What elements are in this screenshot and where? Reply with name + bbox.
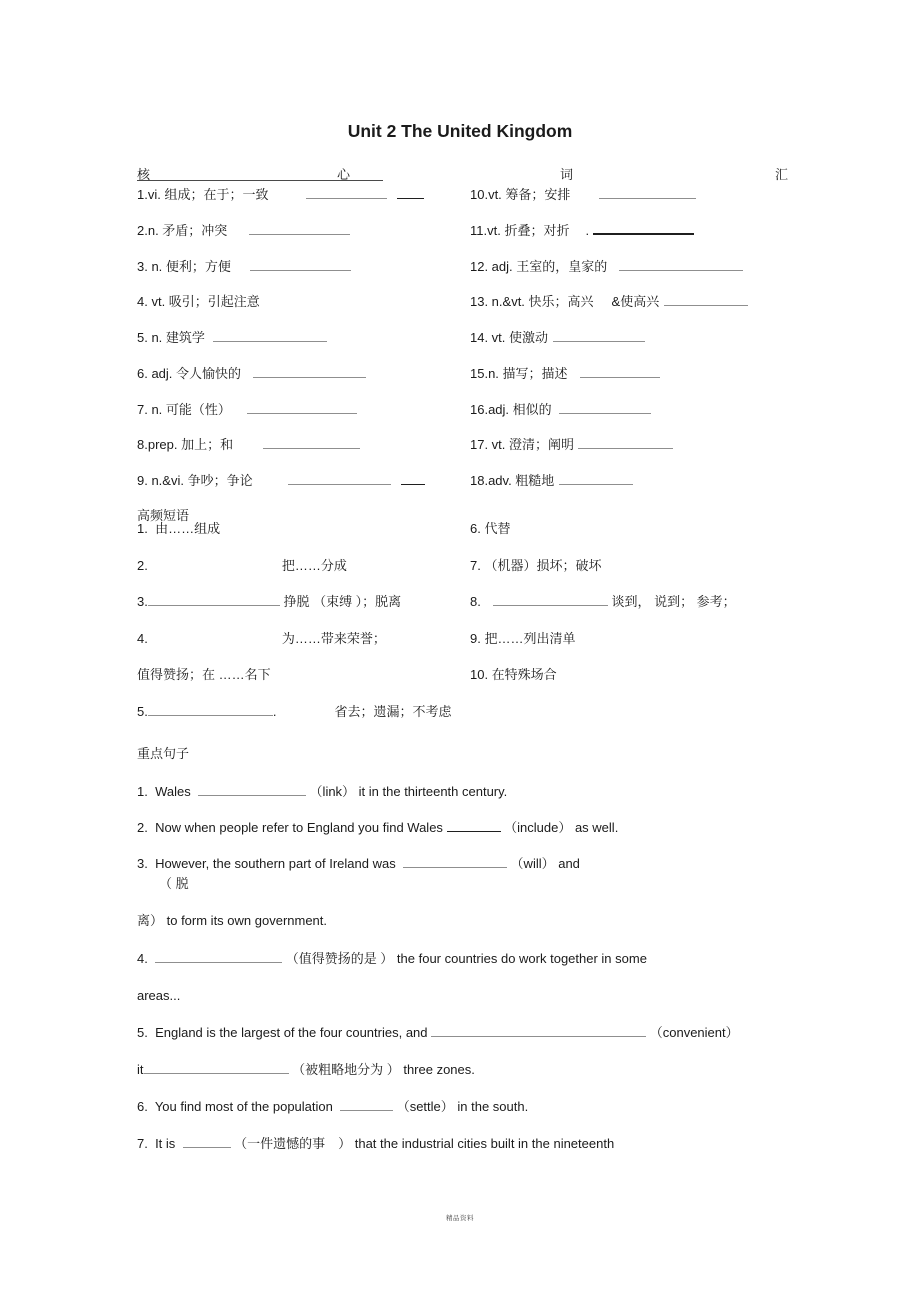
vocab-item bbox=[470, 223, 783, 259]
fill-in-blank-line bbox=[447, 820, 501, 832]
text: 1.vi. 组成；在于；一致 bbox=[137, 187, 269, 202]
fill-in-blank-line bbox=[397, 187, 424, 199]
fill-in-blank-line bbox=[578, 437, 673, 449]
text: 16.adj. 相似的 bbox=[470, 401, 552, 417]
fill-in-blank-line bbox=[559, 473, 633, 485]
text: 18.adv. 粗糙地 bbox=[470, 473, 555, 488]
text: 4. vt. 吸引；引起注意 bbox=[137, 294, 260, 310]
text: 10.vt. 筹备；安排 bbox=[470, 187, 571, 202]
text: &使高兴 bbox=[611, 294, 660, 310]
text: 8. bbox=[470, 594, 481, 610]
spacer bbox=[148, 642, 282, 643]
text: 3. However, the southern part of Ireland was bbox=[137, 856, 403, 871]
text: 1. 由……组成 bbox=[137, 521, 221, 536]
phrase-item bbox=[470, 631, 817, 668]
text: （被粗略地分为 ） three zones. bbox=[288, 1062, 475, 1077]
fill-in-blank-line bbox=[250, 259, 351, 271]
text: 11.vt. 折叠；对折 bbox=[470, 222, 570, 238]
text: 9. 把……列出清单 bbox=[470, 630, 576, 646]
text: （settle） in the south. bbox=[393, 1099, 529, 1114]
vocab-header-char-hui: 汇 bbox=[775, 167, 789, 182]
spacer bbox=[253, 484, 288, 485]
fill-in-blank-line bbox=[431, 1025, 646, 1037]
spacer bbox=[231, 270, 250, 271]
sentence-line bbox=[137, 1025, 827, 1040]
text: . bbox=[585, 222, 593, 238]
phrase-item bbox=[137, 558, 470, 595]
text: 值得赞扬；在 ……名下 bbox=[137, 667, 271, 683]
vocab-item bbox=[137, 473, 470, 509]
phrase-item bbox=[137, 704, 470, 741]
vocab-item bbox=[137, 402, 470, 438]
text: 14. vt. 使激动 bbox=[470, 330, 549, 345]
vocab-column-right bbox=[470, 187, 783, 509]
fill-in-blank-line bbox=[306, 187, 387, 199]
phrase-row bbox=[137, 594, 817, 631]
vocab-item bbox=[470, 366, 783, 402]
text: 9. n.&vi. 争吵；争论 bbox=[137, 473, 253, 488]
phrase-row bbox=[137, 558, 817, 595]
text: （link） it in the thirteenth century. bbox=[305, 784, 508, 799]
spacer bbox=[594, 305, 612, 306]
vocab-header-underline bbox=[137, 164, 383, 181]
spacer bbox=[233, 448, 263, 449]
phrase-item bbox=[137, 631, 470, 668]
fill-in-blank-line bbox=[493, 594, 608, 606]
phrase-item bbox=[137, 594, 470, 631]
text: 5. n. 建筑学 bbox=[137, 330, 205, 345]
vocab-section-header bbox=[137, 164, 789, 182]
fill-in-blank-line bbox=[183, 1136, 231, 1148]
phrase-item bbox=[470, 594, 817, 631]
text: 3. n. 便利；方便 bbox=[137, 258, 231, 274]
spacer bbox=[568, 377, 580, 378]
text: 7. It is bbox=[137, 1136, 183, 1151]
spacer bbox=[241, 377, 253, 378]
spacer bbox=[552, 413, 559, 414]
spacer bbox=[391, 484, 401, 485]
sentences-list bbox=[137, 784, 827, 1151]
sentence-line bbox=[137, 820, 827, 835]
vocab-item bbox=[137, 223, 470, 259]
sentence-line bbox=[137, 876, 827, 891]
phrase-item bbox=[470, 521, 817, 558]
fill-in-blank-line bbox=[403, 856, 507, 868]
fill-in-blank-line bbox=[198, 784, 306, 796]
sentence-line bbox=[137, 951, 827, 966]
fill-in-blank-line bbox=[155, 951, 282, 963]
sentence-line bbox=[137, 1136, 827, 1151]
text: （include） as well. bbox=[500, 820, 619, 835]
spacer bbox=[268, 198, 306, 199]
phrase-row bbox=[137, 631, 817, 668]
text: . bbox=[272, 703, 277, 719]
text: 13. n.&vt. 快乐；高兴 bbox=[470, 294, 594, 310]
text: 17. vt. 澄清；阐明 bbox=[470, 437, 575, 453]
phrase-item bbox=[137, 521, 470, 558]
text: 6. 代替 bbox=[470, 521, 511, 536]
vocab-item bbox=[137, 294, 470, 330]
fill-in-blank-line bbox=[148, 704, 273, 716]
fill-in-blank-line bbox=[599, 187, 696, 199]
fill-in-blank-line bbox=[263, 437, 360, 449]
spacer bbox=[569, 234, 585, 235]
vocab-item bbox=[137, 437, 470, 473]
fill-in-blank-line bbox=[213, 330, 327, 342]
text: 8.prep. 加上；和 bbox=[137, 437, 234, 453]
phrase-item bbox=[470, 558, 817, 595]
vocab-item bbox=[470, 330, 783, 366]
text: 6. adj. 令人愉快的 bbox=[137, 365, 242, 381]
fill-in-blank-line bbox=[580, 366, 660, 378]
text: 10. 在特殊场合 bbox=[470, 667, 557, 683]
phrase-item bbox=[470, 667, 817, 704]
text: 1. Wales bbox=[137, 784, 198, 799]
fill-in-blank-line bbox=[401, 473, 425, 485]
text: 2. Now when people refer to England you find Wales bbox=[137, 820, 447, 835]
text: （值得赞扬的是 ） the four countries do work together in some bbox=[282, 951, 647, 966]
text: （convenient） bbox=[646, 1025, 739, 1040]
text: 4. bbox=[137, 630, 148, 646]
fill-in-blank-line bbox=[340, 1099, 393, 1111]
vocab-item bbox=[470, 259, 783, 295]
vocab-column-left bbox=[137, 187, 470, 509]
phrases-list bbox=[137, 521, 817, 741]
text: 4. bbox=[137, 951, 156, 966]
fill-in-blank-line bbox=[288, 473, 391, 485]
vocab-item bbox=[137, 366, 470, 402]
text: （will） and bbox=[506, 856, 580, 871]
fill-in-blank-line bbox=[593, 223, 694, 235]
footer-watermark: 精品资料 bbox=[446, 1215, 474, 1222]
fill-in-blank-line bbox=[559, 402, 651, 414]
text: 3. bbox=[137, 594, 148, 610]
text: 谈到， 说到； 参考； bbox=[607, 594, 736, 610]
fill-in-blank-line bbox=[553, 330, 645, 342]
spacer bbox=[231, 413, 247, 414]
text: 2.n. 矛盾；冲突 bbox=[137, 222, 228, 238]
sentence-line bbox=[137, 1062, 827, 1077]
fill-in-blank-line bbox=[619, 259, 743, 271]
text: areas... bbox=[137, 988, 181, 1003]
spacer bbox=[387, 198, 397, 199]
sentences-section-heading: 重点句子 bbox=[137, 746, 190, 761]
vocab-header-char-xin: 心 bbox=[337, 167, 351, 182]
spacer bbox=[607, 270, 619, 271]
sentence-line bbox=[137, 1099, 827, 1114]
sentence-line bbox=[137, 913, 827, 928]
phrase-row bbox=[137, 667, 817, 704]
fill-in-blank-line bbox=[148, 594, 280, 606]
phrases-section-heading: 高频短语 bbox=[137, 508, 190, 523]
page-title: Unit 2 The United Kingdom bbox=[347, 121, 573, 141]
vocab-list bbox=[137, 187, 783, 509]
text: it bbox=[137, 1062, 144, 1077]
fill-in-blank-line bbox=[144, 1062, 289, 1074]
vocab-item bbox=[470, 402, 783, 438]
text: （ 脱 bbox=[159, 876, 189, 891]
vocab-item bbox=[137, 259, 470, 295]
vocab-header-char-he: 核 bbox=[137, 167, 151, 182]
fill-in-blank-line bbox=[247, 402, 357, 414]
phrase-item bbox=[137, 667, 470, 704]
phrase-row bbox=[137, 521, 817, 558]
sentence-line bbox=[137, 856, 827, 871]
text: 15.n. 描写；描述 bbox=[470, 365, 568, 381]
text: 2. bbox=[137, 557, 148, 573]
spacer bbox=[148, 569, 282, 570]
spacer bbox=[276, 715, 334, 716]
text: （一件遗憾的事 ） that the industrial cities built in the nineteenth bbox=[230, 1136, 615, 1151]
phrase-item bbox=[470, 704, 817, 741]
vocab-item bbox=[470, 294, 783, 330]
text: 挣脱 （束缚 ）；脱离 bbox=[279, 594, 402, 610]
vocab-item bbox=[470, 473, 783, 509]
text: 5. bbox=[137, 703, 148, 719]
text: 7. n. 可能（性） bbox=[137, 401, 231, 417]
text: 为……带来荣誉； bbox=[281, 630, 386, 646]
text: 5. England is the largest of the four countries, and bbox=[137, 1025, 432, 1040]
vocab-header-char-ci: 词 bbox=[560, 167, 574, 182]
fill-in-blank-line bbox=[249, 223, 350, 235]
text: 7. （机器）损坏；破坏 bbox=[470, 557, 602, 573]
spacer bbox=[205, 341, 213, 342]
spacer bbox=[570, 198, 599, 199]
sentence-line bbox=[137, 988, 827, 1003]
text: 离） to form its own government. bbox=[137, 913, 328, 928]
text: 省去；遗漏；不考虑 bbox=[334, 703, 452, 719]
vocab-item bbox=[470, 187, 783, 223]
vocab-item bbox=[137, 330, 470, 366]
spacer bbox=[227, 234, 249, 235]
sentence-line bbox=[137, 784, 827, 799]
vocab-item bbox=[470, 437, 783, 473]
fill-in-blank-line bbox=[664, 294, 748, 306]
phrase-row bbox=[137, 704, 817, 741]
text: 6. You find most of the population bbox=[137, 1099, 341, 1114]
fill-in-blank-line bbox=[253, 366, 366, 378]
spacer bbox=[481, 605, 493, 606]
vocab-item bbox=[137, 187, 470, 223]
text: 把……分成 bbox=[281, 557, 347, 573]
text: 12. adj. 王室的，皇家的 bbox=[470, 258, 608, 274]
